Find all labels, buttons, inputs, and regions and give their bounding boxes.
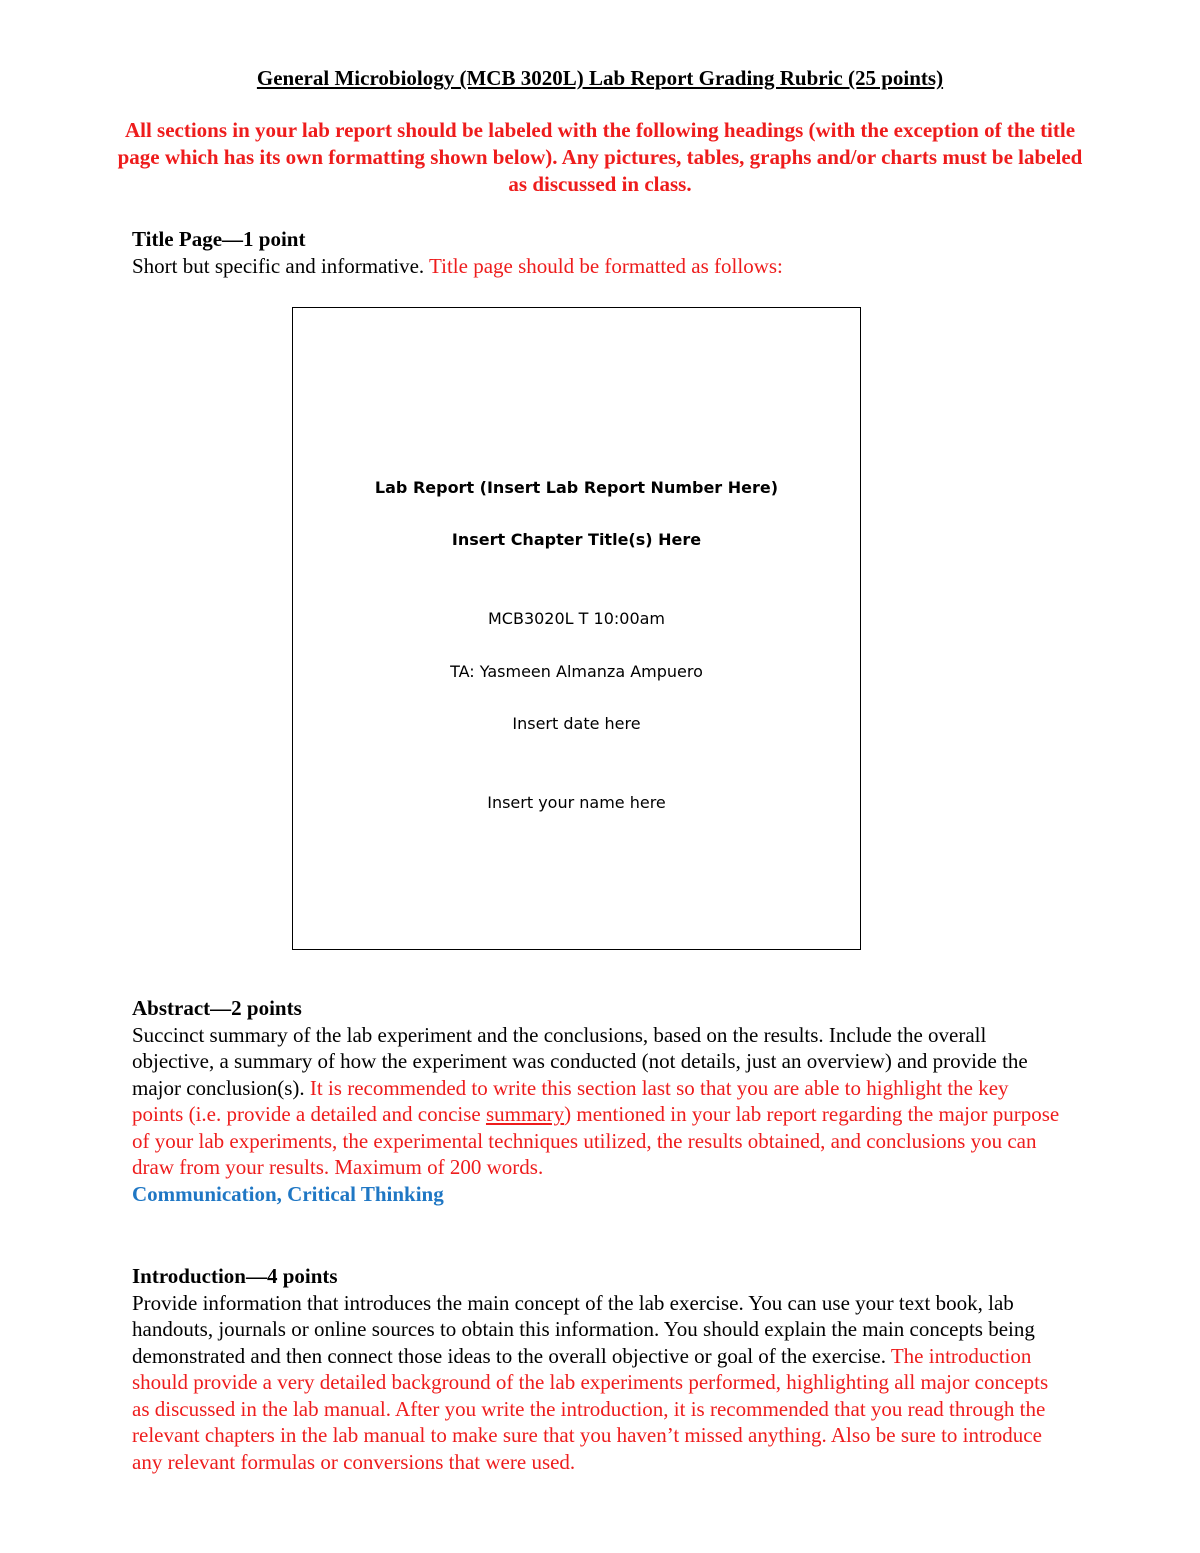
title-box-course-line: MCB3020L T 10:00am	[487, 609, 666, 628]
introduction-heading: Introduction—4 points	[132, 1264, 338, 1288]
title-page-section	[132, 226, 1062, 279]
title-page-text: Short but specific and informative.	[132, 253, 430, 278]
title-page-description	[132, 253, 1062, 280]
abstract-text: Succinct summary of the lab experiment and the conclusions, based on the results. Include the overall objective, a summary of how the experiment was conducted (not details, just an overview) and provide the major conclusion(s).	[132, 1022, 1028, 1100]
abstract-note-part2: ) mentioned in your lab report regarding the major purpose of your lab experiments, the experimental techniques utilized, the results obtained, and conclusions you can draw from your results. Maximum of 200 words.	[132, 1102, 1060, 1179]
title-page-format-note: Title page should be formatted as follows:	[429, 253, 783, 278]
introduction-note: The introduction should provide a very detailed background of the lab experiments performed, highlighting all major concepts as discussed in the lab manual. After you write the introduction, it is recommended that you read through the relevant chapters in the lab manual to make sure that you haven’t missed anything. Also be sure to introduce any relevant formulas or conversions that were used.	[132, 1343, 1049, 1474]
title-box-name-line: Insert your name here	[487, 793, 666, 812]
abstract-heading: Abstract—2 points	[132, 996, 302, 1020]
title-box-date-line: Insert date here	[512, 714, 641, 733]
title-page-heading: Title Page—1 point	[132, 227, 306, 251]
section-heading-notice: All sections in your lab report should be labeled with the following headings (with the exception of the title page which has its own formatting shown below). Any pictures, tables, graphs and/or charts must be labeled as discussed in class.	[117, 118, 1083, 196]
title-box-ta-line: TA: Yasmeen Almanza Ampuero	[450, 662, 703, 681]
abstract-skills: Communication, Critical Thinking	[132, 1181, 444, 1206]
abstract-note-part1: It is recommended to write this section last so that you are able to highlight the key points (i.e. provide a detailed and concise	[132, 1075, 1009, 1126]
title-page-example-box	[292, 307, 861, 950]
introduction-section	[132, 1263, 1062, 1475]
introduction-text: Provide information that introduces the main concept of the lab exercise. You can use your text book, lab handouts, journals or online sources to obtain this information. You should explain the main concepts being demonstrated and then connect those ideas to the overall objective or goal of the exercise.	[132, 1290, 1035, 1368]
title-box-lab-report-line: Lab Report (Insert Lab Report Number Here)	[374, 478, 779, 497]
abstract-note-summary: summary	[485, 1102, 565, 1126]
document-title: General Microbiology (MCB 3020L) Lab Report Grading Rubric (25 points)	[256, 66, 944, 90]
abstract-section	[132, 995, 1062, 1207]
title-box-chapter-line: Insert Chapter Title(s) Here	[451, 530, 702, 549]
abstract-description	[132, 1022, 1062, 1181]
introduction-description	[132, 1290, 1062, 1476]
